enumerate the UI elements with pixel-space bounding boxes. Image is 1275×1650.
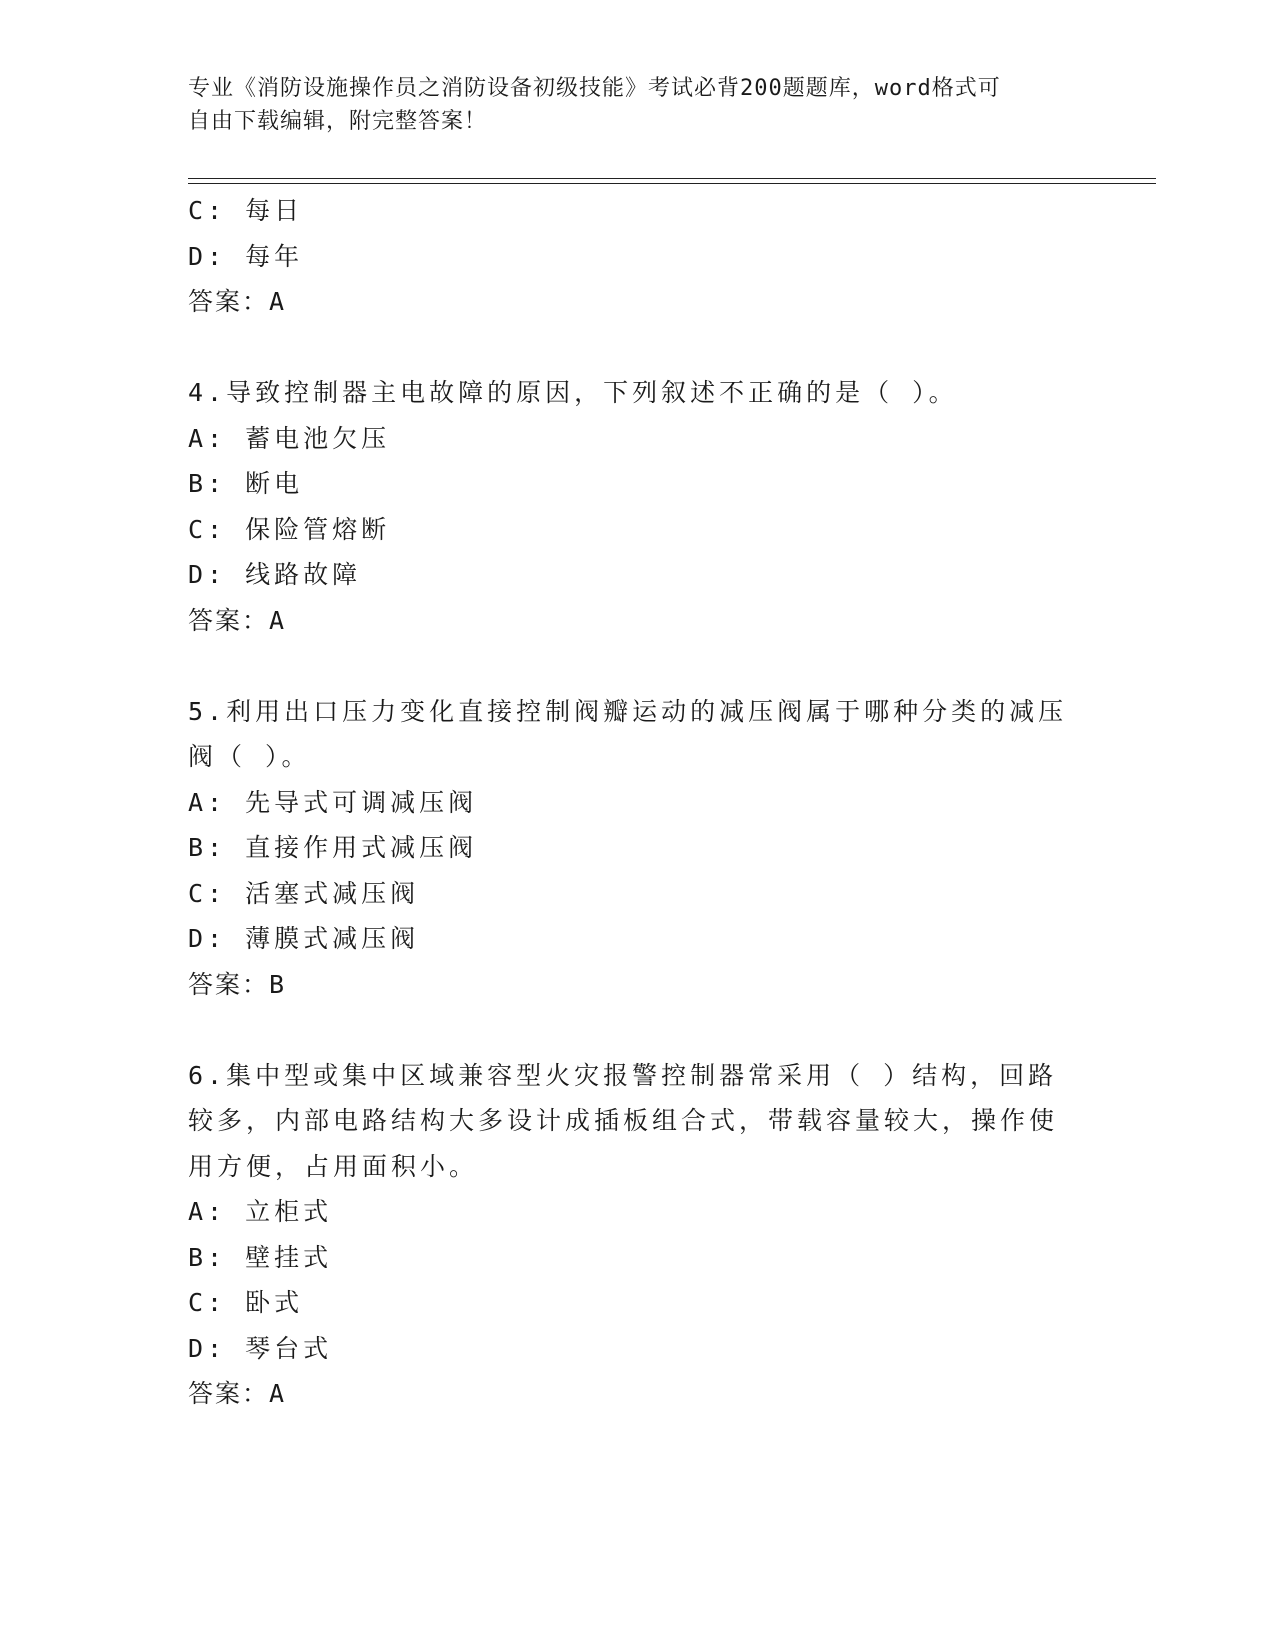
answer-line: 答案：A (188, 287, 287, 316)
header-line-1: 专业《消防设施操作员之消防设备初级技能》考试必背200题题库，word格式可 (188, 76, 1001, 101)
spacer (188, 1007, 1068, 1053)
option-b: B: 直接作用式减压阀 (188, 833, 478, 862)
question-6 (188, 1053, 1068, 1417)
question-text: 6.集中型或集中区域兼容型火灾报警控制器常采用（ ）结构，回路 (188, 1060, 1058, 1090)
question-text: 5.利用出口压力变化直接控制阀瓣运动的减压阀属于哪种分类的减压 (188, 696, 1068, 726)
option-d: D: 每年 (188, 241, 304, 271)
question-text: 较多，内部电路结构大多设计成插板组合式，带载容量较大，操作使 (188, 1106, 1059, 1135)
option-c: C: 卧式 (188, 1288, 304, 1317)
question-text: 4.导致控制器主电故障的原因，下列叙述不正确的是（ ）。 (188, 378, 958, 407)
question-list (188, 188, 1068, 1417)
document-header (188, 72, 1068, 138)
spacer (188, 325, 1068, 371)
question-3-continuation (188, 188, 1068, 325)
question-text: 用方便，占用面积小。 (188, 1151, 479, 1181)
option-c: C: 保险管熔断 (188, 514, 391, 544)
answer-line: 答案：A (188, 1379, 287, 1408)
option-b: B: 断电 (188, 469, 304, 498)
option-d: D: 线路故障 (188, 560, 362, 589)
answer-line: 答案：A (188, 605, 287, 635)
option-d: D: 薄膜式减压阀 (188, 924, 420, 953)
question-5 (188, 689, 1068, 1008)
option-c: C: 每日 (188, 196, 304, 225)
option-c: C: 活塞式减压阀 (188, 878, 420, 908)
option-a: A: 先导式可调减压阀 (188, 787, 478, 817)
header-divider-top (188, 178, 1156, 179)
option-a: A: 蓄电池欠压 (188, 423, 391, 453)
question-text: 阀（ ）。 (188, 742, 311, 771)
answer-line: 答案：B (188, 969, 287, 999)
option-d: D: 琴台式 (188, 1333, 333, 1363)
header-divider-bottom (188, 183, 1156, 184)
question-4 (188, 370, 1068, 643)
option-b: B: 壁挂式 (188, 1242, 333, 1272)
option-a: A: 立柜式 (188, 1197, 333, 1226)
spacer (188, 643, 1068, 689)
header-line-2: 自由下载编辑，附完整答案！ (188, 109, 488, 134)
